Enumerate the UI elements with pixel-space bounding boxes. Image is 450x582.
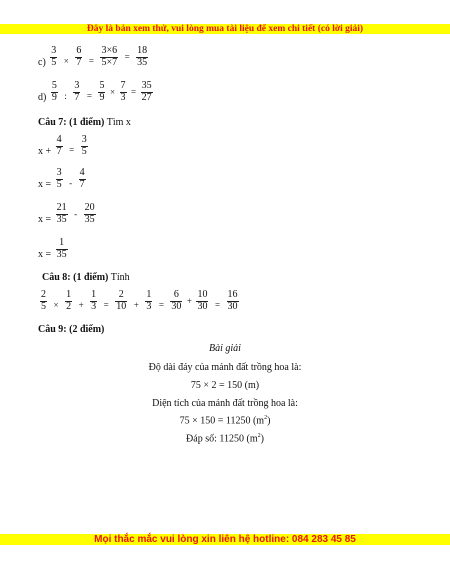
fraction: $\frac{3}{7}$ [74,80,80,103]
fraction: $\frac{5}{9}$ [51,80,57,103]
solution-line-4: 75 × 150 = 11250 $(m^2)$ [179,415,271,427]
equals-sign: = [131,86,137,97]
q7-line-4 [38,238,70,260]
operator: : [64,90,67,101]
item-d-equation [38,81,155,103]
fraction: $\frac{7}{3}$ [120,80,126,103]
operator: × [109,86,116,97]
fraction: $\frac{4}{7}$ [79,167,85,190]
question-9-title: Câu 9: (2 điểm) [38,324,105,335]
question-7-title: Câu 7: (1 điểm) [38,117,105,128]
equation-prefix: x = [38,179,52,190]
question-8-heading [42,272,130,283]
q8-equation [38,290,241,312]
operator: - [69,177,73,188]
equals-sign: = [103,299,109,310]
fraction: $\frac{6}{30}$ [171,289,182,312]
solution-line-1: Độ dài đáy của mảnh đất trồng hoa là: [148,362,302,373]
solution-line-2: 75 × 2 = 150 (m) [190,380,260,391]
equals-sign: = [214,299,221,310]
question-8-title: Câu 8: (1 điểm) [42,272,109,283]
operator: + [78,299,84,310]
fraction: $\frac{10}{30}$ [197,289,208,312]
solution-line-3: Diện tích của mảnh đất trồng hoa là: [152,398,298,409]
fraction: $\frac{2}{10}$ [116,289,127,312]
fraction: $\frac{6}{7}$ [76,45,82,68]
fraction: $\frac{35}{27}$ [141,80,152,103]
question-8-task: Tính [110,272,130,283]
fraction: $\frac{4}{7}$ [56,134,62,157]
fraction: $\frac{3\times 6}{5\times 7}$ [101,45,118,68]
solution-answer: Đáp số: 11250 $(m^2)$ [186,433,264,445]
equals-sign: = [158,299,164,310]
q7-line-1 [38,135,90,157]
fraction: $\frac{1}{3}$ [146,289,152,312]
fraction: $\frac{2}{5}$ [41,289,46,312]
fraction: $\frac{5}{9}$ [99,80,105,103]
fraction: $\frac{21}{35}$ [56,202,67,225]
question-7-heading [38,117,131,128]
operator: + [133,299,139,310]
fraction: $\frac{3}{5}$ [56,167,62,190]
fraction: $\frac{20}{35}$ [84,202,95,225]
fraction: $\frac{3}{5}$ [51,45,57,68]
equals-sign: = [124,51,130,62]
hotline-banner: Mọi thắc mắc vui lòng xin liên hệ hotline: 084 283 45 85 [0,534,450,545]
equation-prefix: x = [38,249,52,260]
operator: × [53,299,59,310]
fraction: $\frac{18}{35}$ [137,45,148,68]
fraction: $\frac{1}{3}$ [91,289,97,312]
operator: - [74,208,78,219]
equals-sign: = [86,90,92,101]
equation-prefix: x + [38,146,52,157]
item-c-label: c) [38,57,46,68]
preview-banner: Đây là bản xem thử, vui lòng mua tài liệu để xem chi tiết (có lời giải) [0,24,450,34]
solution-title: Bài giải [209,343,241,354]
equals-sign: = [69,144,75,155]
question-9-heading [38,324,104,335]
equals-sign: = [88,55,94,66]
item-c-equation [38,46,150,68]
q7-line-3 [38,203,98,225]
fraction: $\frac{1}{2}$ [66,289,72,312]
item-d-label: d) [38,92,47,103]
fraction: $\frac{16}{30}$ [227,289,238,312]
fraction: $\frac{1}{35}$ [56,237,67,260]
operator: + [186,295,192,306]
equation-prefix: x = [38,214,52,225]
operator: × [63,55,69,66]
question-7-task: Tìm x [106,117,131,128]
fraction: $\frac{3}{5}$ [81,134,87,157]
q7-line-2 [38,168,88,190]
